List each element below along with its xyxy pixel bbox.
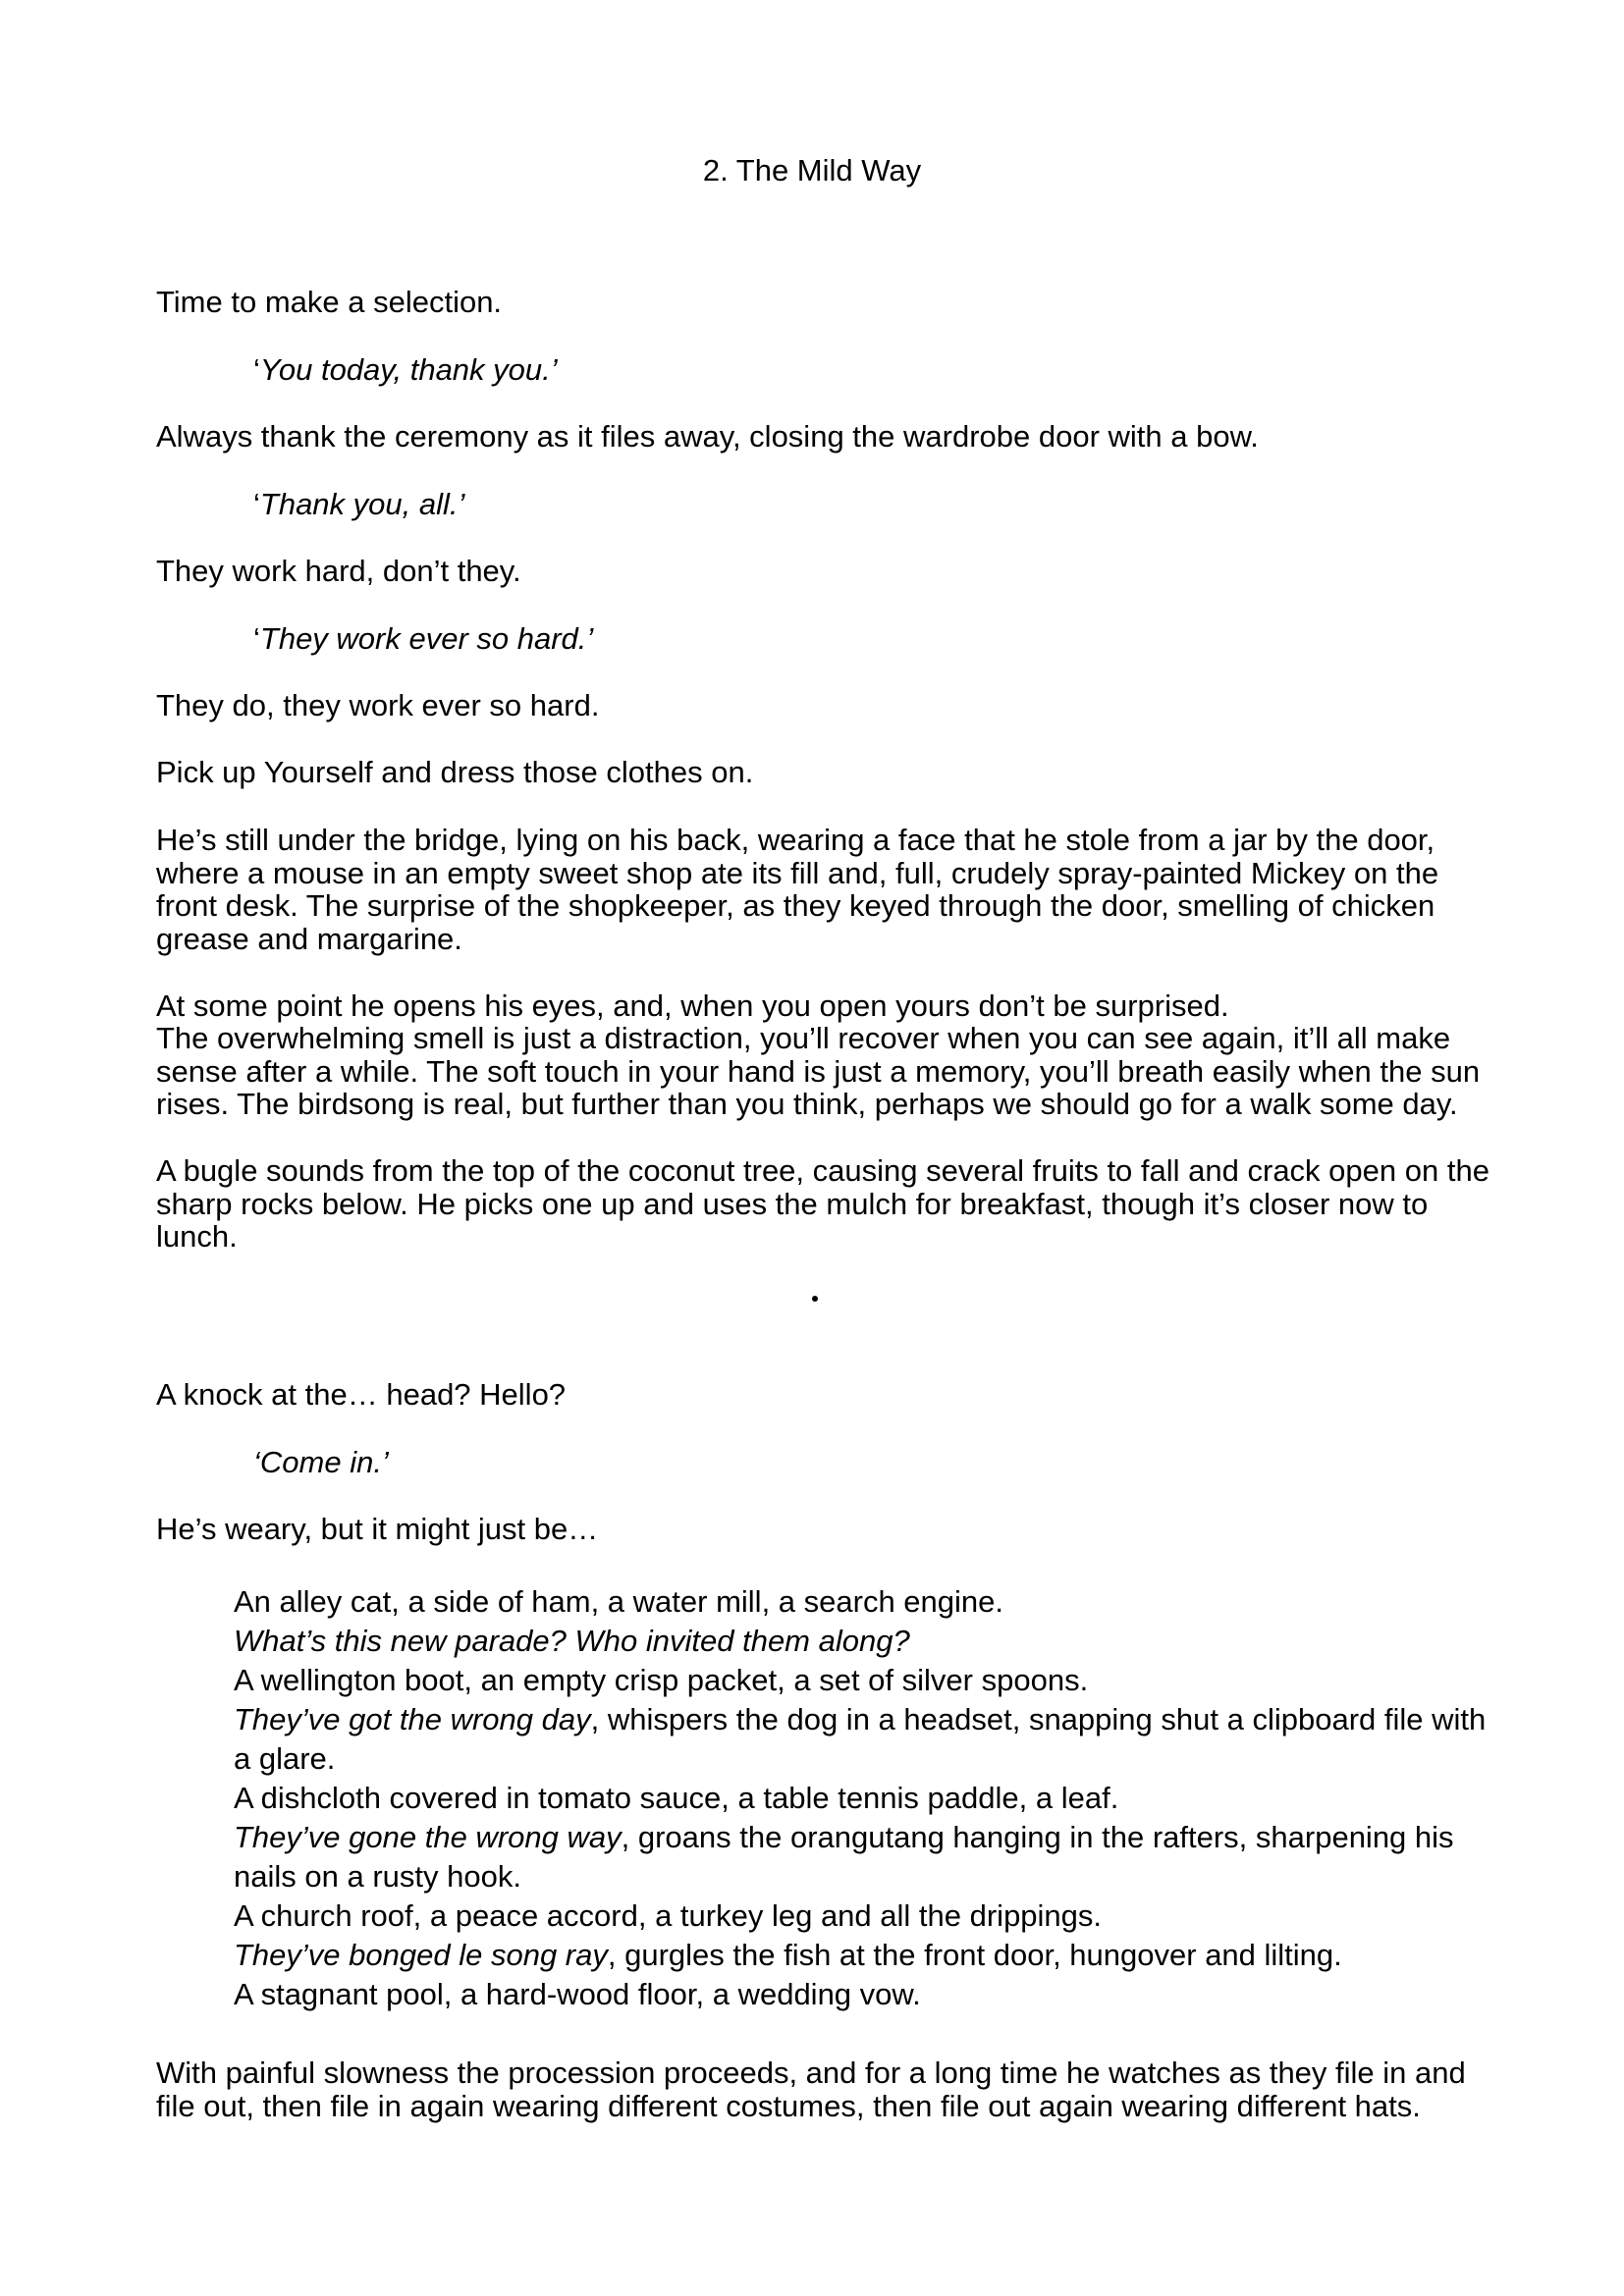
quote-mark: ‘ xyxy=(253,487,260,521)
quote-mark: ‘ xyxy=(253,352,260,387)
paragraph: At some point he opens his eyes, and, when you open yours don’t be surprised. xyxy=(156,988,1229,1023)
list-item-text: , whispers the dog in a headset, snapping shut a clipboard file with a glare. xyxy=(234,1702,1487,1776)
paragraph: A knock at the… head? Hello? xyxy=(156,1377,567,1412)
paragraph: Pick up Yourself and dress those clothes on. xyxy=(156,755,754,789)
list-item xyxy=(234,1936,1490,1975)
list-item xyxy=(234,1622,1490,1661)
italic-text: What’s this new parade? Who invited them along? xyxy=(234,1624,910,1658)
list-item-text: , groans the orangutang hanging in the rafters, sharpening his nails on a rusty hook. xyxy=(234,1820,1454,1894)
list-item-text: , gurgles the fish at the front door, hungover and lilting. xyxy=(607,1938,1342,1972)
paragraph: They do, they work ever so hard. xyxy=(156,688,600,722)
dialogue-line: ‘Come in.’ xyxy=(253,1445,389,1479)
list-item xyxy=(234,1818,1490,1896)
paragraph: The overwhelming smell is just a distraction, you’ll recover when you can see again, it’ll all make sense after a while. The soft touch in your hand is just a memory, you’ll breath easily when the sun rises. The birdsong is real, but further than you think, perhaps we should go for a walk some day. xyxy=(156,1021,1481,1121)
procession-list xyxy=(234,1582,1490,2014)
paragraph: He’s still under the bridge, lying on his back, wearing a face that he stole from a jar by the door, where a mouse in an empty sweet shop ate its fill and, full, crudely spray-painted Mickey on the front desk. The surprise of the shopkeeper, as they keyed through the door, smelling of chicken grease and margarine. xyxy=(156,823,1439,956)
paragraph: Always thank the ceremony as it files away, closing the wardrobe door with a bow. xyxy=(156,419,1259,454)
list-item: An alley cat, a side of ham, a water mill, a search engine. xyxy=(234,1584,1004,1619)
dialogue-line xyxy=(253,622,1432,656)
list-item: A church roof, a peace accord, a turkey leg and all the drippings. xyxy=(234,1898,1103,1933)
paragraph: He’s weary, but it might just be… xyxy=(156,1512,599,1546)
list-item xyxy=(234,1700,1490,1779)
italic-text: They’ve bonged le song ray xyxy=(234,1938,608,1972)
paragraph: A bugle sounds from the top of the coconut tree, causing several fruits to fall and crack open on the sharp rocks below. He picks one up and uses the mulch for breakfast, though it’s closer now to lunch. xyxy=(156,1153,1489,1254)
quote-mark: ‘ xyxy=(253,621,260,656)
section-separator-dot xyxy=(812,1296,818,1302)
dialogue-text: They work ever so hard.’ xyxy=(259,621,594,656)
dialogue-line xyxy=(253,353,1432,387)
paragraph: Time to make a selection. xyxy=(156,285,503,319)
dialogue-text: Thank you, all.’ xyxy=(259,487,465,521)
list-item: A wellington boot, an empty crisp packet, a set of silver spoons. xyxy=(234,1663,1089,1697)
list-item: A stagnant pool, a hard-wood floor, a wedding vow. xyxy=(234,1977,921,2011)
list-item: A dishcloth covered in tomato sauce, a table tennis paddle, a leaf. xyxy=(234,1781,1119,1815)
italic-text: They’ve got the wrong day xyxy=(234,1702,591,1736)
italic-text: They’ve gone the wrong way xyxy=(234,1820,622,1854)
chapter-title: 2. The Mild Way xyxy=(702,153,922,187)
paragraph: With painful slowness the procession proceeds, and for a long time he watches as they file in and file out, then file in again wearing different costumes, then file out again wearing different hats. xyxy=(156,2056,1466,2123)
dialogue-line xyxy=(253,488,1432,521)
dialogue-text: You today, thank you.’ xyxy=(259,352,558,387)
paragraph: They work hard, don’t they. xyxy=(156,554,521,588)
